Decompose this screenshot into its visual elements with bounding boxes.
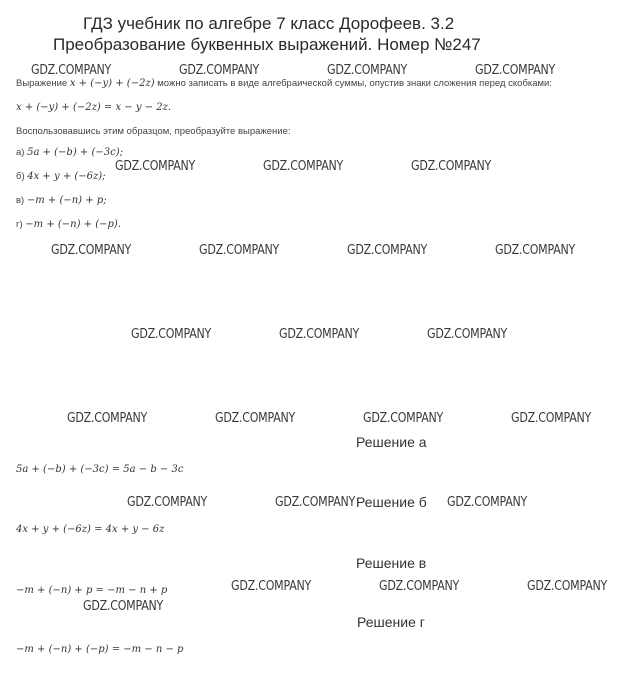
- solution-g-heading: Решение г: [357, 614, 425, 630]
- watermark: GDZ.COMPANY: [31, 62, 112, 78]
- watermark: GDZ.COMPANY: [199, 242, 280, 258]
- watermark: GDZ.COMPANY: [511, 410, 592, 426]
- watermark: GDZ.COMPANY: [131, 326, 212, 342]
- watermark: GDZ.COMPANY: [179, 62, 260, 78]
- task-item-g: г) −m + (−n) + (−p).: [16, 219, 121, 230]
- solution-b-heading: Решение б: [356, 494, 427, 510]
- task-intro: Выражение x + (−y) + (−2z) можно записать в виде алгебраической суммы, опустив знаки сложения перед скобками:: [16, 78, 553, 89]
- page-subtitle: Преобразование буквенных выражений. Номер №247: [53, 35, 481, 54]
- task-example: x + (−y) + (−2z) = x − y − 2z.: [16, 102, 172, 113]
- watermark: GDZ.COMPANY: [263, 158, 344, 174]
- watermark: GDZ.COMPANY: [475, 62, 556, 78]
- task-instruction: Воспользовавшись этим образцом, преобразуйте выражение:: [16, 126, 291, 137]
- watermark: GDZ.COMPANY: [51, 242, 132, 258]
- watermark: GDZ.COMPANY: [83, 598, 164, 614]
- intro-expression: x + (−y) + (−2z): [69, 78, 155, 89]
- task-item-b: б) 4x + y + (−6z);: [16, 171, 106, 182]
- watermark: GDZ.COMPANY: [447, 494, 528, 510]
- watermark: GDZ.COMPANY: [275, 494, 356, 510]
- watermark: GDZ.COMPANY: [363, 410, 444, 426]
- watermark: GDZ.COMPANY: [115, 158, 196, 174]
- solution-v-answer: −m + (−n) + p = −m − n + p: [16, 585, 168, 596]
- task-item-a: а) 5a + (−b) + (−3c);: [16, 147, 123, 158]
- watermark: GDZ.COMPANY: [527, 578, 608, 594]
- watermark: GDZ.COMPANY: [379, 578, 460, 594]
- watermark: GDZ.COMPANY: [279, 326, 360, 342]
- watermark: GDZ.COMPANY: [67, 410, 148, 426]
- watermark: GDZ.COMPANY: [427, 326, 508, 342]
- task-item-v: в) −m + (−n) + p;: [16, 195, 107, 206]
- watermark: GDZ.COMPANY: [411, 158, 492, 174]
- solution-a-answer: 5a + (−b) + (−3c) = 5a − b − 3c: [16, 464, 184, 475]
- page-title: ГДЗ учебник по алгебре 7 класс Дорофеев. 3.2: [83, 14, 455, 33]
- solution-g-answer: −m + (−n) + (−p) = −m − n − p: [16, 644, 184, 655]
- watermark: GDZ.COMPANY: [231, 578, 312, 594]
- solution-v-heading: Решение в: [356, 555, 427, 571]
- watermark: GDZ.COMPANY: [347, 242, 428, 258]
- watermark: GDZ.COMPANY: [127, 494, 208, 510]
- watermark: GDZ.COMPANY: [215, 410, 296, 426]
- watermark: GDZ.COMPANY: [495, 242, 576, 258]
- watermark: GDZ.COMPANY: [327, 62, 408, 78]
- solution-a-heading: Решение а: [356, 434, 427, 450]
- solution-b-answer: 4x + y + (−6z) = 4x + y − 6z: [16, 524, 165, 535]
